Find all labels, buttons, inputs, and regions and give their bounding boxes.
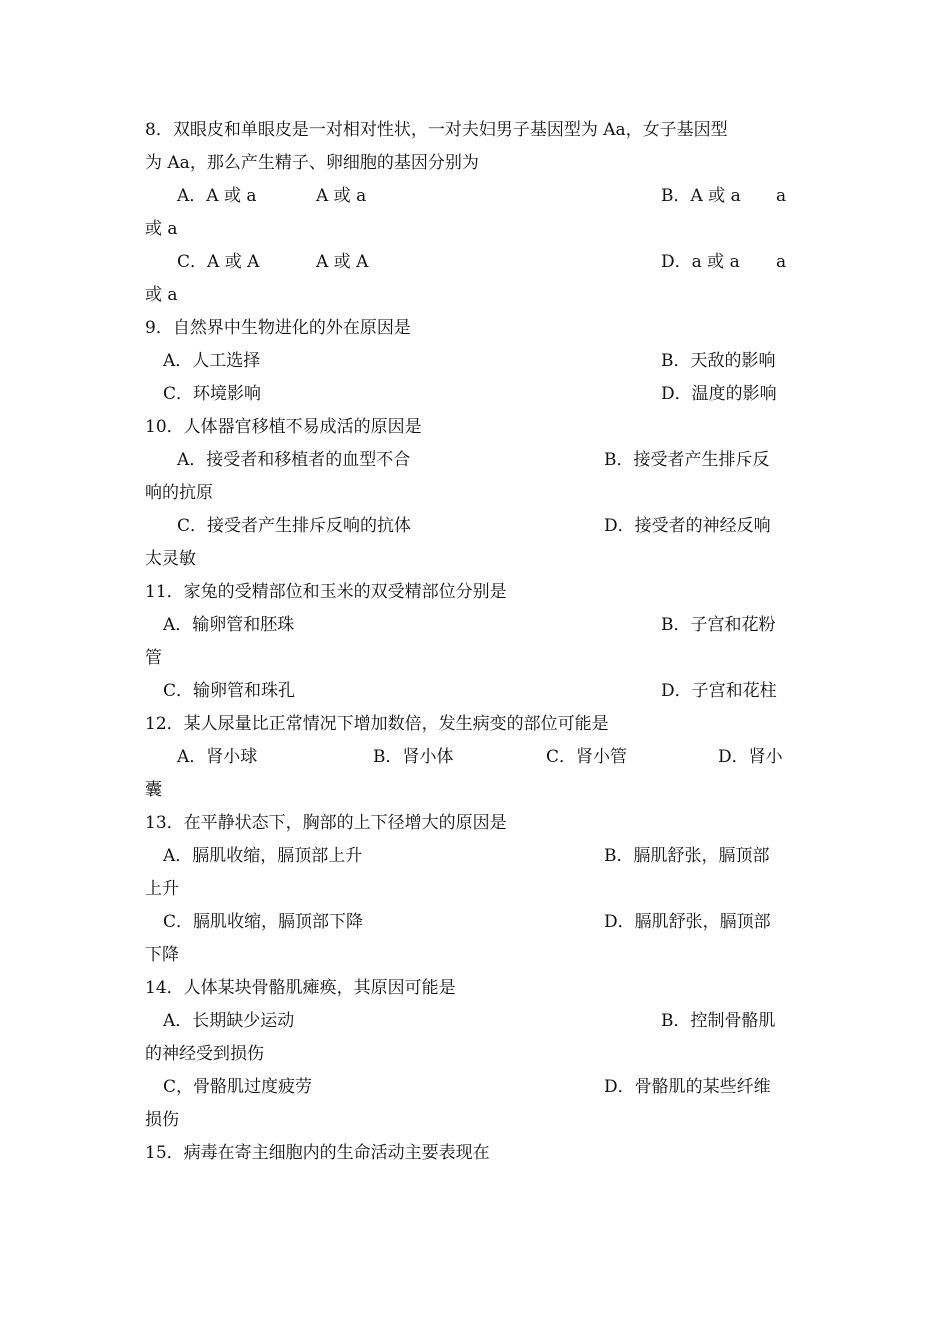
q9-option-b: B．天敌的影响 [661,351,776,371]
q8-stem-line1: 8．双眼皮和单眼皮是一对相对性状，一对夫妇男子基因型为 Aa，女子基因型 [145,120,728,140]
q14-option-d-part2: 损伤 [145,1110,179,1130]
q11-option-c: C．输卵管和珠孔 [163,681,296,701]
q9-option-a: A．人工选择 [163,351,261,371]
q13-option-b: B．膈肌舒张，膈顶部 [604,846,770,866]
q8-stem-line2: 为 Aa，那么产生精子、卵细胞的基因分别为 [145,153,479,173]
q13-option-d-part2: 下降 [145,945,179,965]
q10-option-c: C．接受者产生排斥反响的抗体 [177,516,412,536]
q15-stem: 15．病毒在寄主细胞内的生命活动主要表现在 [145,1143,490,1163]
q14-option-b: B．控制骨骼肌 [661,1011,776,1031]
q10-option-b-part2: 响的抗原 [145,483,213,503]
q11-option-b: B．子宫和花粉 [661,615,776,635]
q8-option-c-part2: A 或 A [316,252,369,272]
q14-stem: 14．人体某块骨骼肌瘫痪，其原因可能是 [145,978,456,998]
q8-option-b: B．A 或 a [661,186,741,206]
q13-option-c: C．膈肌收缩，膈顶部下降 [163,912,364,932]
q8-option-b-part2: a [776,186,787,206]
q11-option-a: A．输卵管和胚珠 [163,615,295,635]
q14-option-d: D．骨骼肌的某些纤维 [604,1077,771,1097]
q12-option-d-part2: 囊 [145,780,162,800]
q12-option-a: A．肾小球 [177,747,258,767]
q8-option-a: A．A 或 a [177,186,257,206]
q9-option-c: C．环境影响 [163,384,262,404]
q10-option-d: D．接受者的神经反响 [604,516,771,536]
q14-option-b-part2: 的神经受到损伤 [145,1044,264,1064]
q8-option-d: D．a 或 a [661,252,740,272]
q10-option-d-part2: 太灵敏 [145,549,196,569]
q9-stem: 9．自然界中生物进化的外在原因是 [145,318,411,338]
q13-option-b-part2: 上升 [145,879,179,899]
q12-option-d: D．肾小 [718,747,783,767]
q12-option-c: C．肾小管 [546,747,628,767]
q8-option-c: C．A 或 A [177,252,260,272]
q13-option-d: D．膈肌舒张，膈顶部 [604,912,771,932]
q8-option-d-part2: a [776,252,787,272]
q12-option-b: B．肾小体 [373,747,454,767]
q12-stem: 12．某人尿量比正常情况下增加数倍，发生病变的部位可能是 [145,714,609,734]
q11-option-b-part2: 管 [145,648,162,668]
q11-stem: 11．家兔的受精部位和玉米的双受精部位分别是 [145,582,507,602]
q13-option-a: A．膈肌收缩，膈顶部上升 [163,846,363,866]
q11-option-d: D．子宫和花柱 [661,681,777,701]
q8-option-b-part3: 或 a [145,219,178,239]
q8-option-d-part3: 或 a [145,285,178,305]
q8-option-a-part2: A 或 a [316,186,367,206]
q10-option-b: B．接受者产生排斥反 [604,450,770,470]
q10-option-a: A．接受者和移植者的血型不合 [177,450,411,470]
q14-option-a: A．长期缺少运动 [163,1011,295,1031]
q13-stem: 13．在平静状态下，胸部的上下径增大的原因是 [145,813,507,833]
q14-option-c: C，骨骼肌过度疲劳 [163,1077,313,1097]
q9-option-d: D．温度的影响 [661,384,777,404]
q10-stem: 10．人体器官移植不易成活的原因是 [145,417,422,437]
